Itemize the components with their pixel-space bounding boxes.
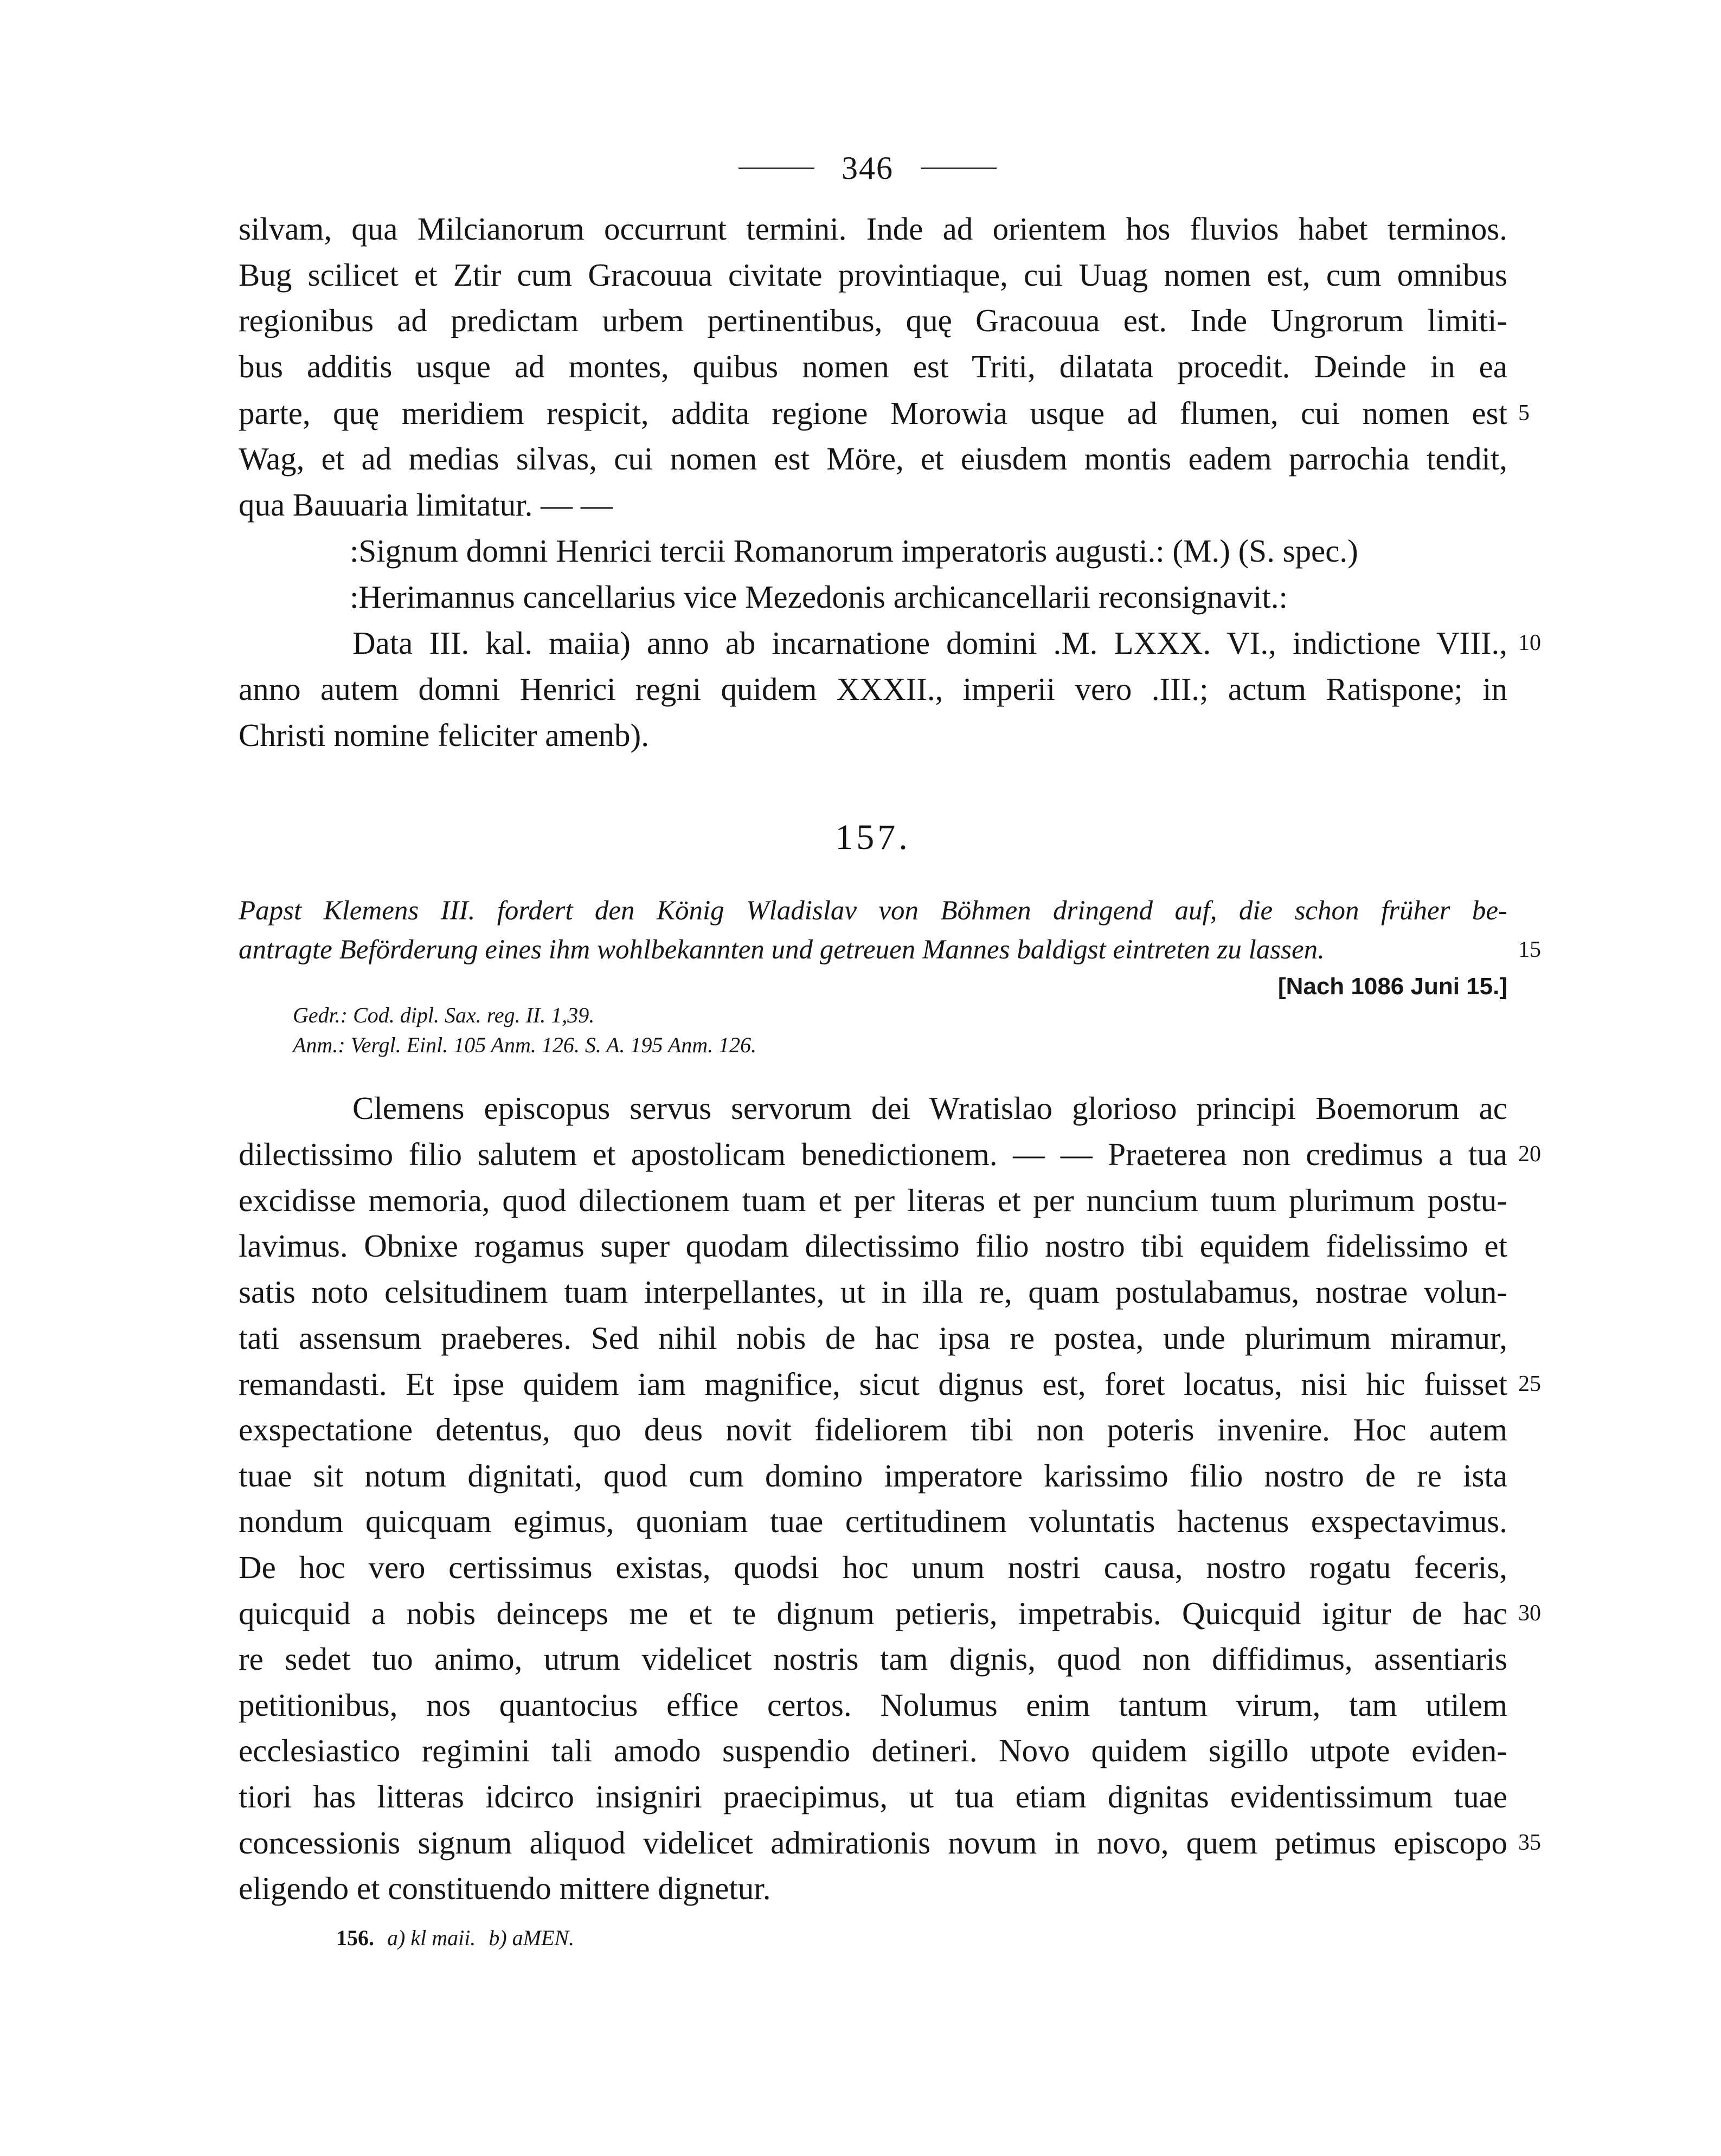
line-number: 10	[1518, 630, 1541, 655]
body-line: tuae sit notum dignitati, quod cum domino imperatore karissimo filio nostro de re ista	[239, 1458, 1507, 1494]
text-line: Christi nomine feliciter amenb).	[239, 717, 649, 753]
text-line: bus additis usque ad montes, quibus nomen est Triti, dilatata procedit. Deinde in ea	[239, 349, 1507, 384]
line-number: 25	[1518, 1372, 1541, 1396]
text-line: qua Bauuaria limitatur. — —	[239, 487, 613, 523]
text-line: parte, quę meridiem respicit, addita regione Morowia usque ad flumen, cui nomen est	[239, 395, 1507, 431]
regest-line: Papst Klemens III. fordert den König Wladislav von Böhmen dringend auf, die schon früher be-	[239, 896, 1507, 926]
header-dash-right	[921, 168, 997, 169]
header-dash-left	[739, 168, 814, 169]
line-number: 5	[1518, 401, 1530, 426]
body-line: lavimus. Obnixe rogamus super quodam dilectissimo filio nostro tibi equidem fidelissimo et	[239, 1228, 1507, 1264]
line-number: 20	[1518, 1142, 1541, 1167]
body-line: tiori has litteras idcirco insigniri praecipimus, ut tua etiam dignitas evidentissimum tuae	[239, 1779, 1507, 1814]
body-line: ecclesiastico regimini tali amodo suspendio detineri. Novo quidem sigillo utpote eviden-	[239, 1733, 1507, 1768]
body-line: dilectissimo filio salutem et apostolicam benedictionem. — — Praeterea non credimus a tua	[239, 1136, 1507, 1172]
body-line: concessionis signum aliquod videlicet admirationis novum in novo, quem petimus episcopo	[239, 1825, 1507, 1861]
text-line: regionibus ad predictam urbem pertinentibus, quę Gracouua est. Inde Ungrorum limiti-	[239, 303, 1507, 338]
source-note: Anm.: Vergl. Einl. 105 Anm. 126. S. A. 195 Anm. 126.	[293, 1033, 757, 1057]
line-number: 15	[1518, 937, 1541, 962]
datum-line: Data III. kal. maiia) anno ab incarnatione domini .M. LXXX. VI., indictione VIII.,	[352, 625, 1507, 661]
body-line: excidisse memoria, quod dilectionem tuam et per literas et per nuncium tuum plurimum postu-	[239, 1182, 1507, 1218]
footnote-ref: 156.	[336, 1926, 374, 1950]
text-line: anno autem domni Henrici regni quidem XXXII., imperii vero .III.; actum Ratispone; in	[239, 671, 1507, 707]
body-line: petitionibus, nos quantocius effice certos. Nolumus enim tantum virum, tam utilem	[239, 1687, 1507, 1723]
page-header	[721, 146, 1014, 190]
footnote	[336, 1922, 574, 1954]
footnote-a: a) kl maii.	[387, 1926, 476, 1950]
body-line: De hoc vero certissimus existas, quodsi hoc unum nostri causa, nostro rogatu feceris,	[239, 1549, 1507, 1585]
text-line: silvam, qua Milcianorum occurrunt termini. Inde ad orientem hos fluvios habet terminos.	[239, 211, 1507, 247]
line-number: 30	[1518, 1601, 1541, 1626]
body-line: tati assensum praeberes. Sed nihil nobis de hac ipsa re postea, unde plurimum miramur,	[239, 1320, 1507, 1356]
body-line: quicquid a nobis deinceps me et te dignum petieris, impetrabis. Quicquid igitur de hac	[239, 1595, 1507, 1631]
body-line: Clemens episcopus servus servorum dei Wratislao glorioso principi Boemorum ac	[352, 1090, 1507, 1126]
text-line: Bug scilicet et Ztir cum Gracouua civitate provintiaque, cui Uuag nomen est, cum omnibus	[239, 257, 1507, 293]
text-line: Wag, et ad medias silvas, cui nomen est Möre, et eiusdem montis eadem parrochia tendit,	[239, 441, 1507, 477]
body-line: nondum quicquam egimus, quoniam tuae certitudinem voluntatis hactenus exspectavimus.	[239, 1503, 1507, 1539]
body-line: satis noto celsitudinem tuam interpellantes, ut in illa re, quam postulabamus, nostrae volun-	[239, 1274, 1507, 1310]
document-number: 157.	[835, 818, 911, 857]
document-date: [Nach 1086 Juni 15.]	[1277, 973, 1507, 1000]
body-line: re sedet tuo animo, utrum videlicet nostris tam dignis, quod non diffidimus, assentiaris	[239, 1641, 1507, 1677]
body-line: remandasti. Et ipse quidem iam magnifice, sicut dignus est, foret locatus, nisi hic fuisset	[239, 1366, 1507, 1402]
source-edition: Gedr.: Cod. dipl. Sax. reg. II. 1,39.	[293, 1003, 595, 1027]
body-line: exspectatione detentus, quo deus novit fideliorem tibi non poteris invenire. Hoc autem	[239, 1412, 1507, 1447]
footnote-b: b) aMEN.	[489, 1926, 575, 1950]
recognition-line: :Herimannus cancellarius vice Mezedonis archicancellarii reconsignavit.:	[350, 579, 1288, 615]
regest-line: antragte Beförderung eines ihm wohlbekannten und getreuen Mannes baldigst eintreten zu lassen.	[239, 935, 1325, 965]
signum-line: :Signum domni Henrici tercii Romanorum imperatoris augusti.: (M.) (S. spec.)	[350, 533, 1358, 569]
line-number: 35	[1518, 1830, 1541, 1855]
body-line: eligendo et constituendo mittere dignetur.	[239, 1870, 771, 1906]
page-number: 346	[842, 150, 894, 186]
